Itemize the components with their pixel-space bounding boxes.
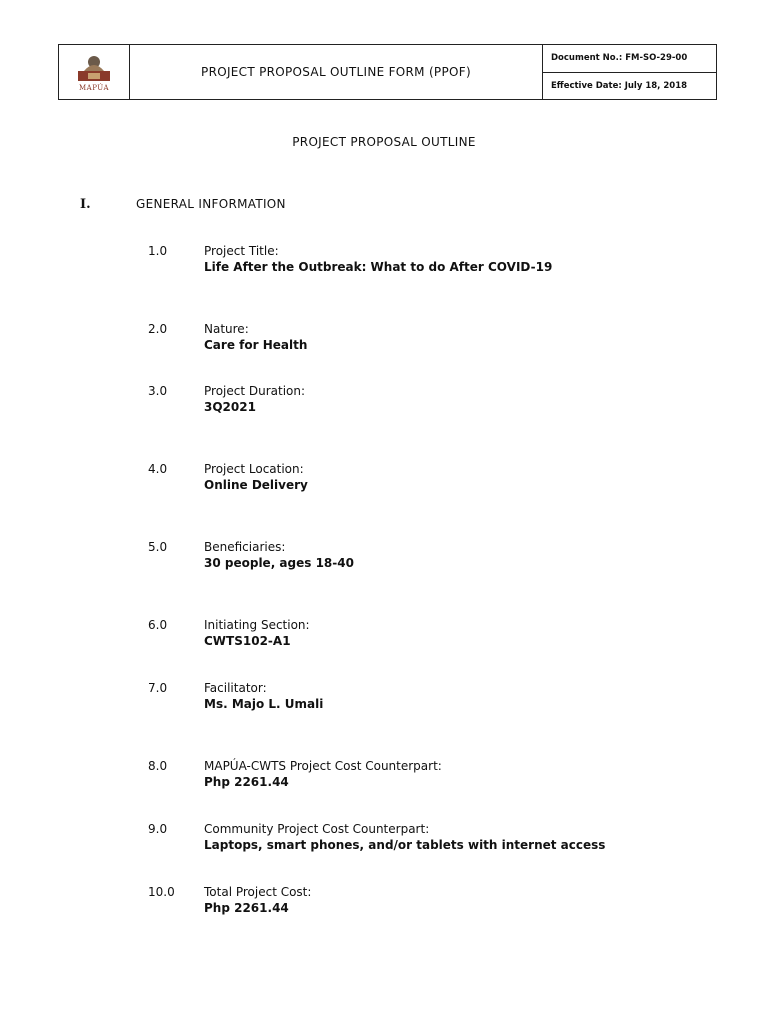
item-label: Nature: — [204, 322, 249, 336]
item-label: Project Location: — [204, 462, 304, 476]
item-value: Online Delivery — [204, 478, 308, 492]
section-number: I. — [80, 197, 91, 212]
item-number: 1.0 — [148, 244, 168, 258]
logo — [59, 45, 130, 99]
item-number: 9.0 — [148, 822, 168, 836]
item-value: Life After the Outbreak: What to do After COVID-19 — [204, 260, 553, 274]
item-number: 8.0 — [148, 759, 168, 773]
document-number: Document No.: FM-SO-29-00 — [551, 53, 688, 64]
form-title: PROJECT PROPOSAL OUTLINE FORM (PPOF) — [130, 45, 543, 99]
item-number: 7.0 — [148, 681, 168, 695]
item-label: Beneficiaries: — [204, 540, 286, 554]
item-number: 10.0 — [148, 885, 175, 899]
item-value: 30 people, ages 18-40 — [204, 556, 354, 570]
item-value: 3Q2021 — [204, 400, 256, 414]
item-value: Ms. Majo L. Umali — [204, 697, 324, 711]
logo-wordmark: MAPÚA — [78, 83, 110, 92]
item-label: Facilitator: — [204, 681, 267, 695]
document-meta — [543, 45, 716, 99]
item-label: Initiating Section: — [204, 618, 310, 632]
item-label: Project Duration: — [204, 384, 306, 398]
item-number: 6.0 — [148, 618, 168, 632]
item-number: 2.0 — [148, 322, 168, 336]
page-title: PROJECT PROPOSAL OUTLINE — [292, 135, 476, 149]
item-value: Care for Health — [204, 338, 308, 352]
item-value: Php 2261.44 — [204, 901, 289, 915]
item-value: Laptops, smart phones, and/or tablets with internet access — [204, 838, 606, 852]
item-label: Community Project Cost Counterpart: — [204, 822, 430, 836]
section-title: GENERAL INFORMATION — [136, 197, 286, 211]
effective-date: Effective Date: July 18, 2018 — [543, 72, 716, 100]
item-label: Project Title: — [204, 244, 279, 258]
university-seal-icon — [74, 53, 114, 83]
item-label: MAPÚA-CWTS Project Cost Counterpart: — [204, 759, 442, 773]
item-number: 3.0 — [148, 384, 168, 398]
item-number: 4.0 — [148, 462, 168, 476]
item-number: 5.0 — [148, 540, 168, 554]
item-value: CWTS102-A1 — [204, 634, 291, 648]
form-header — [58, 44, 717, 100]
item-value: Php 2261.44 — [204, 775, 289, 789]
item-label: Total Project Cost: — [204, 885, 312, 899]
